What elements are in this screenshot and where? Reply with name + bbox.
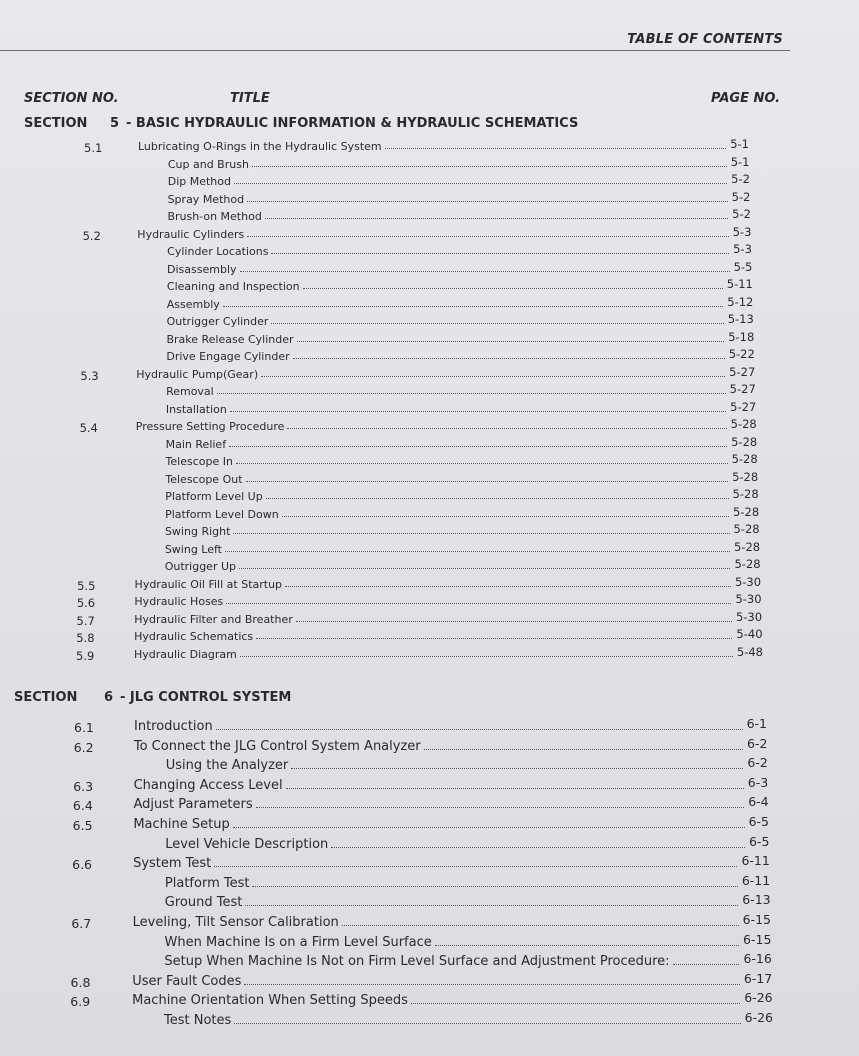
toc-entry[interactable] [0,224,859,246]
toc-entry[interactable] [0,990,859,1011]
dot-leader [411,1003,740,1004]
entry-page-number: 6-15 [742,912,771,927]
entry-title: Lubricating O-Rings in the Hydraulic System [138,140,382,153]
dot-leader [435,945,739,946]
entry-title: User Fault Codes [132,973,242,989]
toc-entry[interactable] [0,872,859,894]
toc-entry[interactable] [0,189,859,211]
entry-number: 5.8 [76,631,95,645]
entry-page-number: 5-27 [729,382,756,396]
dot-leader [230,411,726,412]
dot-leader [214,866,737,867]
dot-leader [233,533,729,534]
section-label: SECTION [24,116,88,131]
entry-number: 5.3 [80,368,99,383]
entry-page-number: 6-2 [746,735,768,751]
entry-title: Hydraulic Filter and Breather [134,612,293,626]
dot-leader [240,656,733,657]
entry-title: Brush-on Method [167,210,262,223]
toc-entry[interactable] [0,735,859,757]
entry-page-number: 5-1 [730,137,749,151]
toc-entry[interactable] [0,644,859,666]
entry-title: Test Notes [164,1013,232,1028]
dot-leader [226,603,731,604]
entry-page-number: 5-11 [726,277,753,291]
entry-title: Ground Test [164,895,243,911]
entry-page-number: 6-4 [748,794,769,810]
dot-leader [261,376,725,377]
dot-leader [424,749,743,750]
dot-leader [245,905,738,906]
dot-leader [216,729,743,730]
toc-entry[interactable] [0,207,859,228]
entry-page-number: 5-28 [731,434,758,449]
entry-page-number: 5-48 [736,644,763,659]
entry-title: Platform Level Up [165,490,263,503]
entry-title: Spray Method [167,192,245,206]
entry-title: Drive Engage Cylinder [166,350,290,363]
entry-title: Brake Release Cylinder [166,332,294,346]
entry-title: Telescope In [165,455,233,468]
entry-page-number: 6-5 [748,833,770,849]
dot-leader [286,788,744,789]
dot-leader [240,271,730,272]
section-label: SECTION [14,690,78,705]
column-heading-section-no: SECTION NO. [24,91,119,106]
toc-entry[interactable] [0,557,859,578]
entry-title: Main Relief [165,437,227,451]
dot-leader [296,621,732,622]
entry-title: Hydraulic Schematics [134,630,254,643]
dot-leader [265,218,728,219]
dot-leader [234,183,727,184]
entry-page-number: 6-5 [748,814,769,829]
toc-entry[interactable] [0,951,859,972]
entry-number: 6.3 [73,778,94,794]
entry-number: 6.8 [70,974,91,990]
entry-page-number: 6-11 [741,853,770,869]
dot-leader [293,358,725,359]
entry-number: 5.6 [76,596,96,610]
entry-page-number: 5-28 [733,522,760,536]
entry-page-number: 5-28 [734,557,761,571]
entry-page-number: 5-3 [733,242,752,256]
dot-leader [342,925,739,926]
dot-leader [239,568,730,569]
dot-leader [282,516,729,517]
toc-entry[interactable] [0,912,859,933]
dot-leader [385,148,727,149]
entry-number: 6.6 [72,857,93,873]
entry-number: 5.4 [79,421,98,435]
toc-entry[interactable] [0,434,859,456]
entry-page-number: 5-2 [732,207,751,221]
toc-entry[interactable] [0,452,859,473]
toc-entry[interactable] [0,833,859,855]
toc-entry[interactable] [0,609,859,631]
entry-title: Platform Level Down [165,507,279,521]
entry-page-number: 5-30 [734,574,762,589]
entry-title: Hydraulic Hoses [134,595,224,608]
dot-leader [331,847,745,848]
entry-title: System Test [133,856,212,872]
entry-title: Changing Access Level [133,777,283,793]
entry-page-number: 5-28 [733,504,760,519]
section-title: - BASIC HYDRAULIC INFORMATION & HYDRAULIC SCHEMATICS [126,116,579,131]
entry-title: Removal [166,385,214,398]
entry-page-number: 5-28 [730,417,757,431]
toc-entry[interactable] [0,242,859,263]
entry-page-number: 5-1 [730,154,750,169]
entry-title: Introduction [134,719,213,734]
entry-title: To Connect the JLG Control System Analyzer [133,738,421,754]
entry-title: Machine Setup [133,817,230,832]
entry-page-number: 5-2 [731,172,750,186]
entry-title: Platform Test [164,875,250,891]
entry-title: Machine Orientation When Setting Speeds [132,993,408,1009]
dot-leader [236,463,728,464]
entry-page-number: 5-30 [735,592,762,606]
toc-entry[interactable] [0,774,859,796]
entry-page-number: 6-2 [747,755,768,771]
toc-entry[interactable] [0,931,859,953]
dot-leader [287,428,726,429]
column-heading-title: TITLE [230,91,270,106]
dot-leader [229,446,727,447]
dot-leader [252,886,737,887]
entry-number: 6.4 [72,798,93,814]
entry-page-number: 5-3 [732,224,752,239]
entry-title: Outrigger Up [164,560,236,573]
entry-title: Hydraulic Cylinders [137,227,245,241]
entry-title: Using the Analyzer [165,758,289,774]
dot-leader [271,323,723,324]
entry-title: Swing Right [164,525,231,538]
dot-leader [247,201,728,202]
toc-entry[interactable] [0,1010,859,1031]
toc-entry[interactable] [0,814,859,835]
dot-leader [673,964,740,965]
entry-title: Outrigger Cylinder [166,315,269,328]
entry-title: Dip Method [167,175,231,188]
section-title: - JLG CONTROL SYSTEM [120,690,292,705]
header-rule [0,50,790,51]
entry-number: 5.5 [77,578,96,593]
dot-leader [303,288,723,289]
dot-leader [246,481,729,482]
dot-leader [266,498,729,499]
toc-entry[interactable] [0,755,859,776]
entry-number: 6.1 [74,720,94,735]
toc-entry[interactable] [0,794,859,815]
entry-title: Hydraulic Diagram [134,647,237,661]
entry-page-number: 5-12 [727,294,754,309]
toc-entry[interactable] [0,892,859,913]
entry-page-number: 5-5 [733,259,753,274]
entry-title: Disassembly [167,262,237,276]
entry-page-number: 5-22 [728,347,755,361]
entry-page-number: 6-16 [743,951,772,967]
entry-page-number: 5-40 [736,627,763,641]
toc-entry[interactable] [0,487,859,508]
entry-page-number: 6-11 [741,872,771,888]
dot-leader [271,253,729,254]
entry-page-number: 6-13 [742,892,771,908]
entry-title: Hydraulic Oil Fill at Startup [134,577,283,591]
entry-title: Leveling, Tilt Sensor Calibration [132,915,339,930]
toc-entry[interactable] [0,592,859,613]
page-header-title: TABLE OF CONTENTS [627,32,783,47]
entry-page-number: 5-28 [732,469,759,484]
dot-leader [247,236,728,237]
dot-leader [285,586,731,587]
entry-number: 5.7 [76,613,95,628]
entry-number: 6.5 [72,818,93,833]
entry-page-number: 6-1 [746,716,767,731]
dot-leader [297,341,725,342]
entry-page-number: 5-13 [727,312,754,326]
entry-title: Cleaning and Inspection [166,280,300,293]
entry-title: Cup and Brush [167,157,249,171]
entry-page-number: 6-3 [747,774,769,790]
entry-number: 5.1 [84,141,103,155]
dot-leader [291,768,743,769]
entry-page-number: 6-26 [744,990,773,1006]
section-number: 6 [104,690,114,705]
entry-page-number: 5-30 [735,609,763,624]
toc-entry[interactable] [0,504,859,526]
entry-page-number: 6-26 [744,1010,773,1025]
entry-title: Level Vehicle Description [165,836,329,852]
dot-leader [225,551,730,552]
entry-title: Pressure Setting Procedure [135,420,285,433]
entry-page-number: 5-2 [731,189,751,204]
entry-page-number: 5-27 [730,399,757,414]
section-number: 5 [110,116,120,131]
dot-leader [217,393,726,394]
dot-leader [233,827,745,828]
entry-number: 5.2 [82,228,101,243]
entry-page-number: 6-17 [743,970,773,986]
entry-page-number: 6-15 [743,931,772,947]
dot-leader [256,807,745,808]
entry-page-number: 5-27 [729,364,756,379]
entry-number: 6.9 [70,994,91,1010]
dot-leader [244,984,739,985]
dot-leader [252,166,727,167]
toc-entry[interactable] [0,853,859,874]
dot-leader [256,638,732,639]
toc-entry[interactable] [0,539,859,561]
entry-page-number: 5-28 [732,487,759,501]
toc-entry[interactable] [0,970,859,992]
entry-title: Cylinder Locations [167,245,269,258]
entry-number: 6.7 [71,916,92,931]
toc-entry[interactable] [0,627,859,648]
dot-leader [234,1023,740,1024]
entry-title: Telescope Out [165,472,243,486]
entry-title: Setup When Machine Is Not on Firm Level Surface and Adjustment Procedure: [164,954,670,970]
entry-title: Assembly [166,297,220,311]
entry-number: 6.2 [73,739,94,755]
entry-title: Adjust Parameters [133,797,253,813]
column-heading-page-no: PAGE NO. [711,91,781,106]
entry-title: Installation [165,402,227,416]
toc-entry[interactable] [0,172,859,193]
toc-entry[interactable] [0,574,859,596]
entry-title: Hydraulic Pump(Gear) [136,367,259,381]
toc-entry[interactable] [0,469,859,491]
entry-title: Swing Left [164,542,222,556]
toc-entry[interactable] [0,716,859,737]
toc-entry[interactable] [0,154,859,176]
entry-number: 5.9 [76,648,95,663]
entry-title: When Machine Is on a Firm Level Surface [164,934,432,950]
entry-page-number: 5-28 [731,452,758,466]
entry-page-number: 5-28 [734,539,761,554]
dot-leader [223,306,723,307]
toc-entry[interactable] [0,522,859,543]
entry-page-number: 5-18 [728,329,755,344]
